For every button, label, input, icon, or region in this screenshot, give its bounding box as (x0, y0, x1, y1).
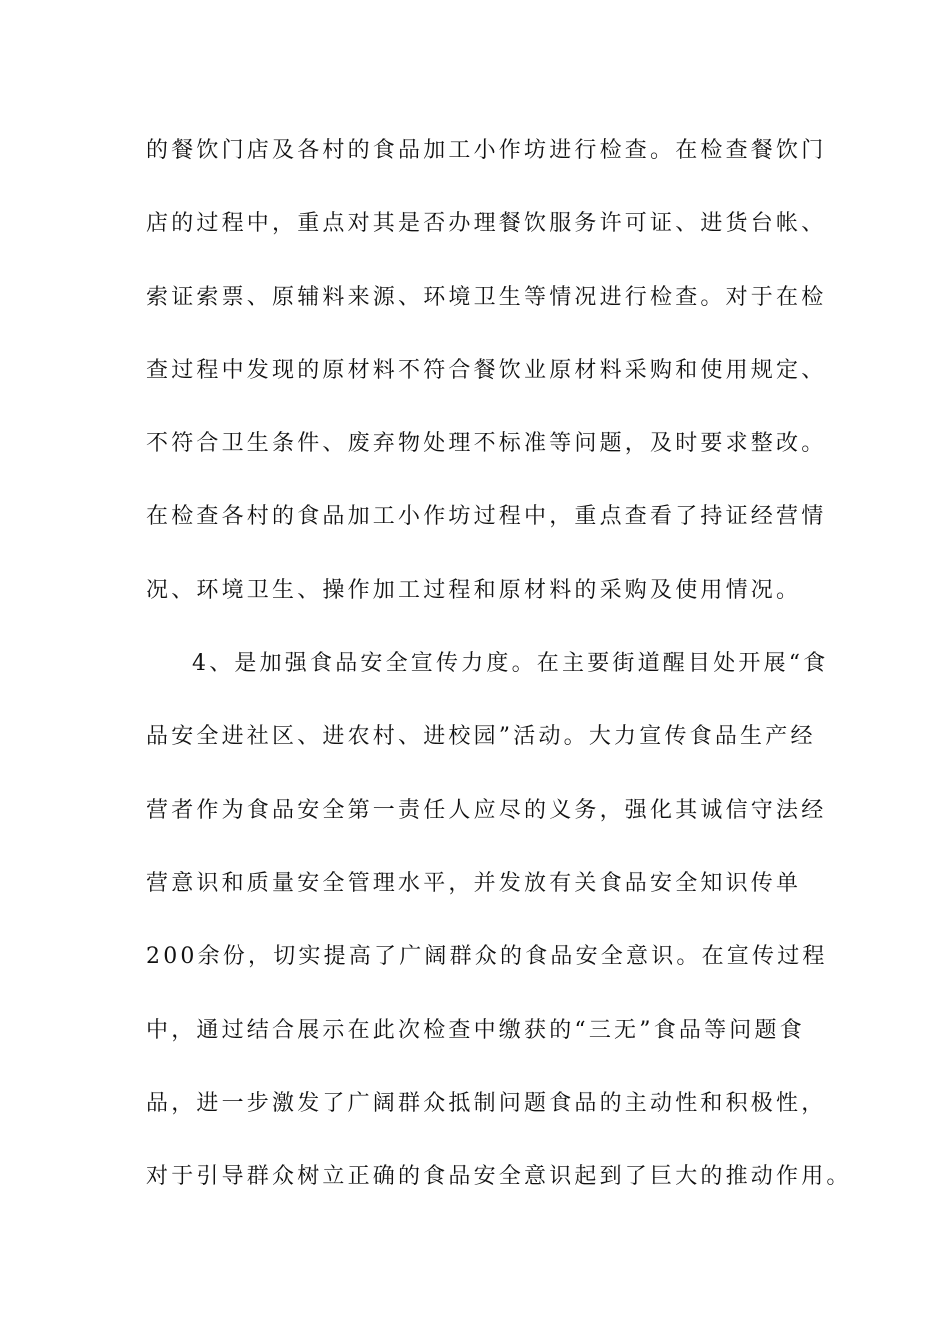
text-line: 在检查各村的食品加工小作坊过程中，重点查看了持证经营情 (146, 504, 827, 530)
text-line: 店的过程中，重点对其是否办理餐饮服务许可证、进货台帐、 (146, 211, 827, 237)
text-line: 况、环境卫生、操作加工过程和原材料的采购及使用情况。 (146, 577, 802, 603)
text-line: 营意识和质量安全管理水平，并发放有关食品安全知识传单 (146, 870, 802, 896)
text-line: 的餐饮门店及各村的食品加工小作坊进行检查。在检查餐饮门 (146, 138, 827, 163)
text-line: 不符合卫生条件、废弃物处理不标准等问题，及时要求整改。 (146, 431, 827, 457)
text-line: 品安全进社区、进农村、进校园”活动。大力宣传食品生产经 (146, 724, 816, 750)
text-line: 中，通过结合展示在此次检查中缴获的“三无”食品等问题食 (146, 1017, 805, 1043)
text-line: 对于引导群众树立正确的食品安全意识起到了巨大的推动作用。 (146, 1164, 852, 1190)
body-text (146, 131, 852, 1230)
text-line: 品，进一步激发了广阔群众抵制问题食品的主动性和积极性， (146, 1090, 827, 1116)
paragraph-start-line: 4、是加强食品安全宣传力度。在主要街道醒目处开展“食 (192, 651, 829, 677)
text-line: 营者作为食品安全第一责任人应尽的义务，强化其诚信守法经 (146, 797, 827, 823)
text-line: 索证索票、原辅料来源、环境卫生等情况进行检查。对于在检 (146, 284, 827, 310)
text-line: 查过程中发现的原材料不符合餐饮业原材料采购和使用规定、 (146, 357, 827, 383)
text-line: 200余份，切实提高了广阔群众的食品安全意识。在宣传过程 (146, 944, 828, 970)
